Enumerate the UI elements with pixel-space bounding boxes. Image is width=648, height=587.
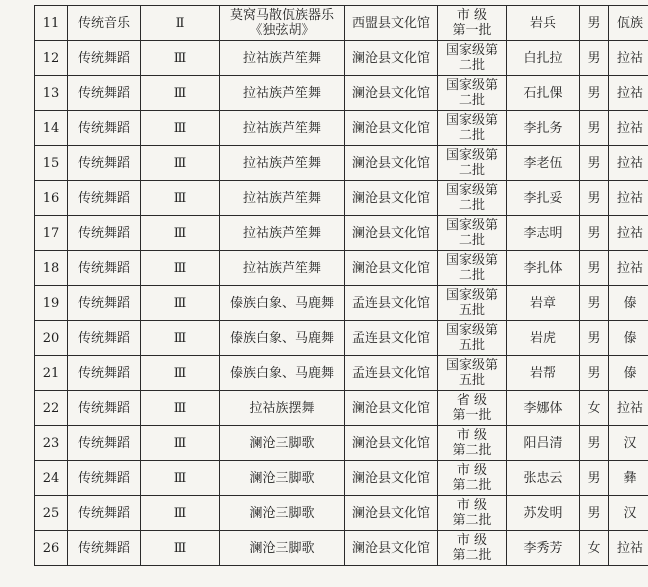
project-name: 拉祜族摆舞 [249,400,315,416]
table-body [35,6,648,566]
batch-cell [438,391,507,426]
batch-cell [438,111,507,146]
project-name: 澜沧三脚歌 [249,435,315,451]
level-cell: Ⅲ [141,531,220,566]
unit-cell: 孟连县文化馆 [345,321,438,356]
batch-round: 二批 [458,233,485,248]
batch-level: 国家级第 [445,78,498,93]
unit-cell: 澜沧县文化馆 [345,391,438,426]
level-cell: Ⅲ [141,251,220,286]
gender-cell: 男 [580,251,609,286]
number-cell: 18 [35,251,68,286]
project-name: 拉祜族芦笙舞 [242,85,321,101]
project-cell [220,426,345,461]
table-row [35,531,648,566]
table-row [35,146,648,181]
batch-cell [438,356,507,391]
number-cell: 12 [35,41,68,76]
unit-cell: 澜沧县文化馆 [345,426,438,461]
level-cell: Ⅲ [141,461,220,496]
project-cell [220,531,345,566]
batch-cell [438,426,507,461]
batch-level: 市 级 [456,533,488,548]
level-cell: Ⅲ [141,41,220,76]
number-cell: 15 [35,146,68,181]
batch-cell [438,6,507,41]
category-cell: 传统舞蹈 [68,356,141,391]
batch-cell [438,146,507,181]
batch-round: 五批 [458,373,485,388]
ethnicity-cell: 拉祜 [609,391,648,426]
project-cell [220,391,345,426]
batch-level: 国家级第 [445,113,498,128]
number-cell: 23 [35,426,68,461]
category-cell: 传统舞蹈 [68,41,141,76]
table-row [35,251,648,286]
ethnicity-cell: 拉祜 [609,41,648,76]
batch-cell [438,181,507,216]
batch-level: 国家级第 [445,148,498,163]
batch-round: 二批 [458,198,485,213]
project-cell [220,41,345,76]
batch-level: 国家级第 [445,288,498,303]
unit-cell: 澜沧县文化馆 [345,76,438,111]
gender-cell: 男 [580,216,609,251]
gender-cell: 男 [580,6,609,41]
project-cell [220,76,345,111]
batch-cell [438,321,507,356]
project-cell [220,251,345,286]
table-row [35,111,648,146]
category-cell: 传统舞蹈 [68,426,141,461]
level-cell: Ⅲ [141,181,220,216]
project-name: 澜沧三脚歌 [249,505,315,521]
inheritor-cell: 岩兵 [507,6,580,41]
project-name: 拉祜族芦笙舞 [242,50,321,66]
category-cell: 传统舞蹈 [68,216,141,251]
project-name: 澜沧三脚歌 [249,470,315,486]
level-cell: Ⅲ [141,356,220,391]
project-name: 拉祜族芦笙舞 [242,190,321,206]
project-name: 澜沧三脚歌 [249,540,315,556]
category-cell: 传统舞蹈 [68,391,141,426]
category-cell: 传统舞蹈 [68,181,141,216]
batch-round: 二批 [458,163,485,178]
batch-cell [438,496,507,531]
inheritor-table [34,5,648,566]
level-cell: Ⅲ [141,321,220,356]
number-cell: 26 [35,531,68,566]
unit-cell: 孟连县文化馆 [345,356,438,391]
gender-cell: 女 [580,531,609,566]
batch-round: 二批 [458,93,485,108]
gender-cell: 男 [580,426,609,461]
project-name: 拉祜族芦笙舞 [242,120,321,136]
number-cell: 25 [35,496,68,531]
level-cell: Ⅲ [141,286,220,321]
gender-cell: 男 [580,496,609,531]
inheritor-cell: 李志明 [507,216,580,251]
table-row [35,181,648,216]
batch-round: 第二批 [452,513,492,528]
unit-cell: 澜沧县文化馆 [345,216,438,251]
category-cell: 传统舞蹈 [68,76,141,111]
unit-cell: 澜沧县文化馆 [345,461,438,496]
number-cell: 21 [35,356,68,391]
project-cell [220,461,345,496]
inheritor-cell: 李娜体 [507,391,580,426]
project-name: 傣族白象、马鹿舞 [229,295,334,311]
level-cell: Ⅲ [141,426,220,461]
gender-cell: 男 [580,461,609,496]
inheritor-cell: 白扎拉 [507,41,580,76]
gender-cell: 男 [580,111,609,146]
batch-round: 第一批 [452,23,492,38]
project-cell [220,321,345,356]
inheritor-cell: 李扎妥 [507,181,580,216]
table-row [35,41,648,76]
ethnicity-cell: 拉祜 [609,181,648,216]
batch-level: 国家级第 [445,183,498,198]
ethnicity-cell: 拉祜 [609,76,648,111]
inheritor-cell: 苏发明 [507,496,580,531]
gender-cell: 男 [580,146,609,181]
ethnicity-cell: 汉 [609,426,648,461]
batch-cell [438,461,507,496]
batch-level: 国家级第 [445,253,498,268]
ethnicity-cell: 佤族 [609,6,648,41]
project-cell [220,6,345,41]
inheritor-cell: 张忠云 [507,461,580,496]
batch-cell [438,286,507,321]
project-cell [220,496,345,531]
batch-level: 国家级第 [445,218,498,233]
ethnicity-cell: 拉祜 [609,531,648,566]
ethnicity-cell: 拉祜 [609,111,648,146]
project-name: 拉祜族芦笙舞 [242,225,321,241]
project-name: 傣族白象、马鹿舞 [229,365,334,381]
project-name: 拉祜族芦笙舞 [242,260,321,276]
inheritor-cell: 阳吕清 [507,426,580,461]
inheritor-cell: 石扎倮 [507,76,580,111]
batch-round: 二批 [458,58,485,73]
ethnicity-cell: 傣 [609,321,648,356]
ethnicity-cell: 拉祜 [609,251,648,286]
batch-round: 五批 [458,303,485,318]
number-cell: 14 [35,111,68,146]
ethnicity-cell: 拉祜 [609,216,648,251]
unit-cell: 澜沧县文化馆 [345,111,438,146]
batch-level: 省 级 [456,393,488,408]
batch-round: 第二批 [452,548,492,563]
table-row [35,461,648,496]
number-cell: 20 [35,321,68,356]
batch-round: 五批 [458,338,485,353]
category-cell: 传统舞蹈 [68,461,141,496]
inheritor-cell: 李扎务 [507,111,580,146]
ethnicity-cell: 傣 [609,286,648,321]
level-cell: Ⅱ [141,6,220,41]
ethnicity-cell: 拉祜 [609,146,648,181]
table-row [35,356,648,391]
inheritor-cell: 岩帮 [507,356,580,391]
table-row [35,76,648,111]
gender-cell: 男 [580,356,609,391]
project-cell [220,181,345,216]
unit-cell: 澜沧县文化馆 [345,41,438,76]
category-cell: 传统舞蹈 [68,286,141,321]
batch-level: 国家级第 [445,323,498,338]
batch-cell [438,216,507,251]
batch-cell [438,76,507,111]
batch-level: 市 级 [456,498,488,513]
batch-level: 市 级 [456,463,488,478]
gender-cell: 女 [580,391,609,426]
batch-level: 国家级第 [445,43,498,58]
project-name: 傣族白象、马鹿舞 [229,330,334,346]
category-cell: 传统舞蹈 [68,531,141,566]
number-cell: 19 [35,286,68,321]
level-cell: Ⅲ [141,76,220,111]
batch-level: 国家级第 [445,358,498,373]
gender-cell: 男 [580,76,609,111]
project-cell [220,216,345,251]
table-row [35,426,648,461]
unit-cell: 澜沧县文化馆 [345,496,438,531]
category-cell: 传统舞蹈 [68,496,141,531]
table-row [35,496,648,531]
gender-cell: 男 [580,181,609,216]
batch-cell [438,251,507,286]
level-cell: Ⅲ [141,391,220,426]
project-cell [220,286,345,321]
batch-round: 第一批 [452,408,492,423]
number-cell: 16 [35,181,68,216]
inheritor-cell: 岩章 [507,286,580,321]
project-cell [220,111,345,146]
table-row [35,6,648,41]
ethnicity-cell: 彝 [609,461,648,496]
inheritor-cell: 李老伍 [507,146,580,181]
ethnicity-cell: 汉 [609,496,648,531]
level-cell: Ⅲ [141,111,220,146]
number-cell: 17 [35,216,68,251]
batch-level: 市 级 [456,428,488,443]
level-cell: Ⅲ [141,496,220,531]
gender-cell: 男 [580,286,609,321]
ethnicity-cell: 傣 [609,356,648,391]
inheritor-cell: 李秀芳 [507,531,580,566]
unit-cell: 澜沧县文化馆 [345,146,438,181]
project-name: 拉祜族芦笙舞 [242,155,321,171]
table-row [35,216,648,251]
number-cell: 11 [35,6,68,41]
inheritor-cell: 李扎体 [507,251,580,286]
category-cell: 传统舞蹈 [68,251,141,286]
table-row [35,321,648,356]
gender-cell: 男 [580,321,609,356]
table-row [35,391,648,426]
unit-cell: 西盟县文化馆 [345,6,438,41]
category-cell: 传统舞蹈 [68,146,141,181]
unit-cell: 澜沧县文化馆 [345,531,438,566]
number-cell: 22 [35,391,68,426]
category-cell: 传统音乐 [68,6,141,41]
category-cell: 传统舞蹈 [68,321,141,356]
batch-level: 市 级 [456,8,488,23]
level-cell: Ⅲ [141,146,220,181]
batch-cell [438,41,507,76]
project-name: 莫窝马散佤族器乐《独弦胡》 [229,8,334,38]
unit-cell: 澜沧县文化馆 [345,251,438,286]
gender-cell: 男 [580,41,609,76]
batch-round: 第二批 [452,478,492,493]
unit-cell: 澜沧县文化馆 [345,181,438,216]
inheritor-cell: 岩虎 [507,321,580,356]
unit-cell: 孟连县文化馆 [345,286,438,321]
number-cell: 13 [35,76,68,111]
batch-round: 二批 [458,268,485,283]
table-row [35,286,648,321]
project-cell [220,356,345,391]
batch-round: 第二批 [452,443,492,458]
project-cell [220,146,345,181]
category-cell: 传统舞蹈 [68,111,141,146]
number-cell: 24 [35,461,68,496]
batch-round: 二批 [458,128,485,143]
batch-cell [438,531,507,566]
level-cell: Ⅲ [141,216,220,251]
